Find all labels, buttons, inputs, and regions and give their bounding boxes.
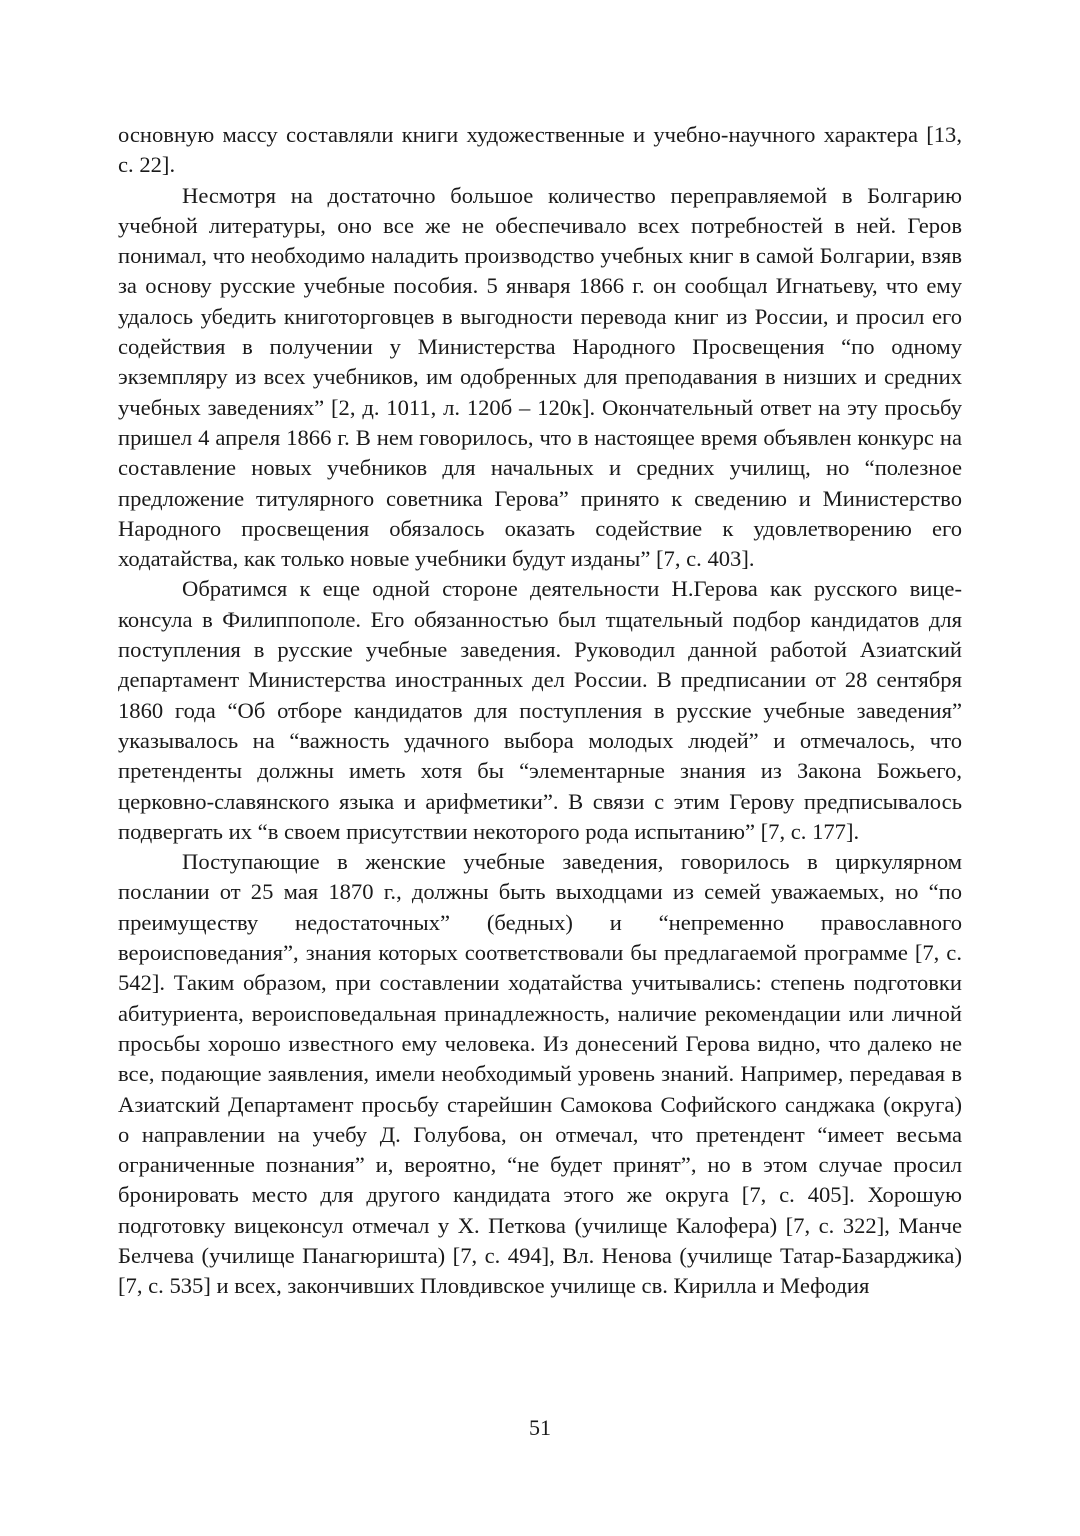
- page-body: [118, 120, 962, 1302]
- paragraph-2: Несмотря на достаточно большое количество переправляемой в Болгарию учебной литературы, оно все же не обеспечивало всех потребностей в ней. Геров понимал, что необходимо наладить производство учебных книг в самой Болгарии, взяв за основу русские учебные пособия. 5 января 1866 г. он сообщал Игнатьеву, что ему удалось убедить книготорговцев в выгодности перевода книг из России, и просил его содействия в получении у Министерства Народного Просвещения “по одному экземпляру из всех учебников, им одобренных для преподавания в низших и средних учебных заведениях” [2, д. 1011, л. 120б – 120к]. Окончательный ответ на эту просьбу пришел 4 апреля 1866 г. В нем говорилось, что в настоящее время объявлен конкурс на составление новых учебников для начальных и средних училищ, но “полезное предложение титулярного советника Герова” принято к сведению и Министерство Народного просвещения обязалось оказать содействие к удовлетворению его ходатайства, как только новые учебники будут изданы” [7, с. 403].: [118, 182, 962, 572]
- paragraph-3: Обратимся к еще одной стороне деятельности Н.Герова как русского вице-консула в Филиппополе. Его обязанностью был тщательный подбор кандидатов для поступления в русские учебные заведения. Руководил данной работой Азиатский департамент Министерства иностранных дел России. В предписании от 28 сентября 1860 года “Об отборе кандидатов для поступления в русские учебные заведения” указывалось на “важность удачного выбора молодых людей” и отмечалось, что претенденты должны иметь хотя бы “элементарные знания из Закона Божьего, церковно-славянского языка и арифметики”. В связи с этим Герову предписывалось подвергать их “в своем присутствии некоторого рода испытанию” [7, с. 177].: [118, 576, 962, 844]
- paragraph-4: Поступающие в женские учебные заведения, говорилось в циркулярном послании от 25 мая 1870 г., должны быть выходцами из семей уважаемых, но “по преимуществу недостаточных” (бедных) и “непременно православного вероисповедания”, знания которых соответствовали бы предлагаемой программе [7, с. 542]. Таким образом, при составлении ходатайства учитывались: степень подготовки абитуриента, вероисповедальная принадлежность, наличие рекомендации или личной просьбы хорошо известного ему человека. Из донесений Герова видно, что далеко не все, подающие заявления, имели необходимый уровень знаний. Например, передавая в Азиатский Департамент просьбу старейшин Самокова Софийского санджака (округа) о направлении на учебу Д. Голубова, он отмечал, что претендент “имеет весьма ограниченные познания” и, вероятно, “не будет принят”, но в этом случае просил бронировать место для другого кандидата этого же округа [7, с. 405]. Хорошую подготовку вицеконсул отмечал у Х. Петкова (училище Калофера) [7, с. 322], Манче Белчева (училище Панагюришта) [7, с. 494], Вл. Ненова (училище Татар-Базарджика) [7, с. 535] и всех, закончивших Пловдивское училище св. Кирилла и Мефодия: [118, 849, 962, 1299]
- paragraph-1: основную массу составляли книги художественные и учебно-научного характера [13, с. 22].: [118, 122, 962, 178]
- page-number: 51: [529, 1415, 551, 1440]
